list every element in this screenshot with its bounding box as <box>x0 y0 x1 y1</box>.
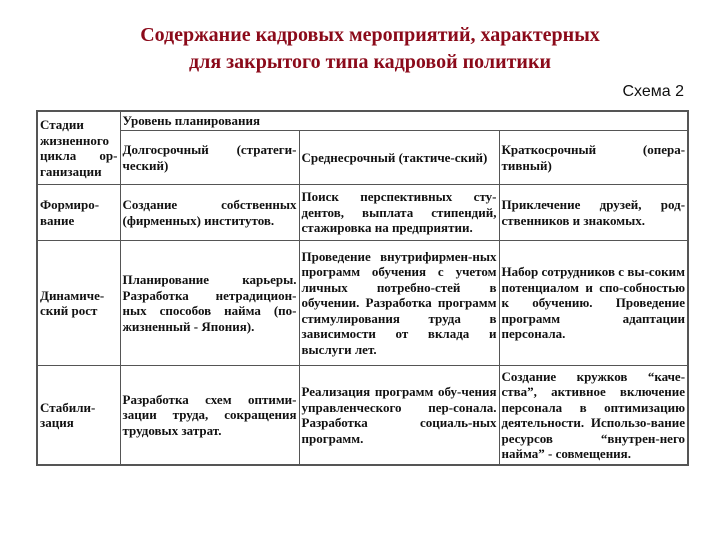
table-row-dynamic-growth <box>37 241 688 366</box>
stage-cell: Стабили-зация <box>37 366 120 466</box>
mid-term-cell: Реализация программ обу-чения управленческого пер-сонала. Разработка социаль-ных программ. <box>299 366 499 466</box>
long-term-cell: Разработка схем оптими-зации труда, сокращения трудовых затрат. <box>120 366 299 466</box>
short-term-cell: Набор сотрудников с вы-соким потенциалом и спо-собностью к обучению. Проведение программ адаптации персонала. <box>499 241 688 366</box>
hr-measures-table <box>36 110 689 466</box>
header-row-2 <box>37 131 688 185</box>
scheme-label: Схема 2 <box>622 83 684 100</box>
long-term-cell: Планирование карьеры. Разработка нетрадицион-ных способов найма (по-жизненный - Япония). <box>120 241 299 366</box>
stage-cell: Формиро-вание <box>37 185 120 241</box>
page-title <box>60 22 680 76</box>
column-header-short-term: Краткосрочный (опера-тивный) <box>499 131 688 185</box>
column-header-mid-term: Среднесрочный (тактиче-ский) <box>299 131 499 185</box>
header-row-1 <box>37 111 688 131</box>
table-row-stabilization <box>37 366 688 466</box>
long-term-cell: Создание собственных (фирменных) институтов. <box>120 185 299 241</box>
page-title-line-2: для закрытого типа кадровой политики <box>188 51 552 73</box>
column-header-long-term: Долгосрочный (стратеги-ческий) <box>120 131 299 185</box>
mid-term-cell: Проведение внутрифирмен-ных программ обучения с учетом личных потребно-стей в обучении. Разработка программ стимулирования труда в зависимости от вклада и выслуги лет. <box>299 241 499 366</box>
page-title-line-1: Содержание кадровых мероприятий, характерных <box>140 24 600 46</box>
table-row-formation <box>37 185 688 241</box>
short-term-cell: Приклечение друзей, род-ственников и знакомых. <box>499 185 688 241</box>
stage-cell: Динамиче-ский рост <box>37 241 120 366</box>
stage-header: Стадии жизненного цикла ор-ганизации <box>37 111 120 185</box>
short-term-cell: Создание кружков “каче-ства”, активное включение персонала в оптимизацию деятельности. Использо-вание ресурсов “внутрен-него найма” - совмещения. <box>499 366 688 466</box>
planning-level-header: Уровень планирования <box>120 111 688 131</box>
mid-term-cell: Поиск перспективных сту-дентов, выплата стипендий, стажировка на предприятии. <box>299 185 499 241</box>
